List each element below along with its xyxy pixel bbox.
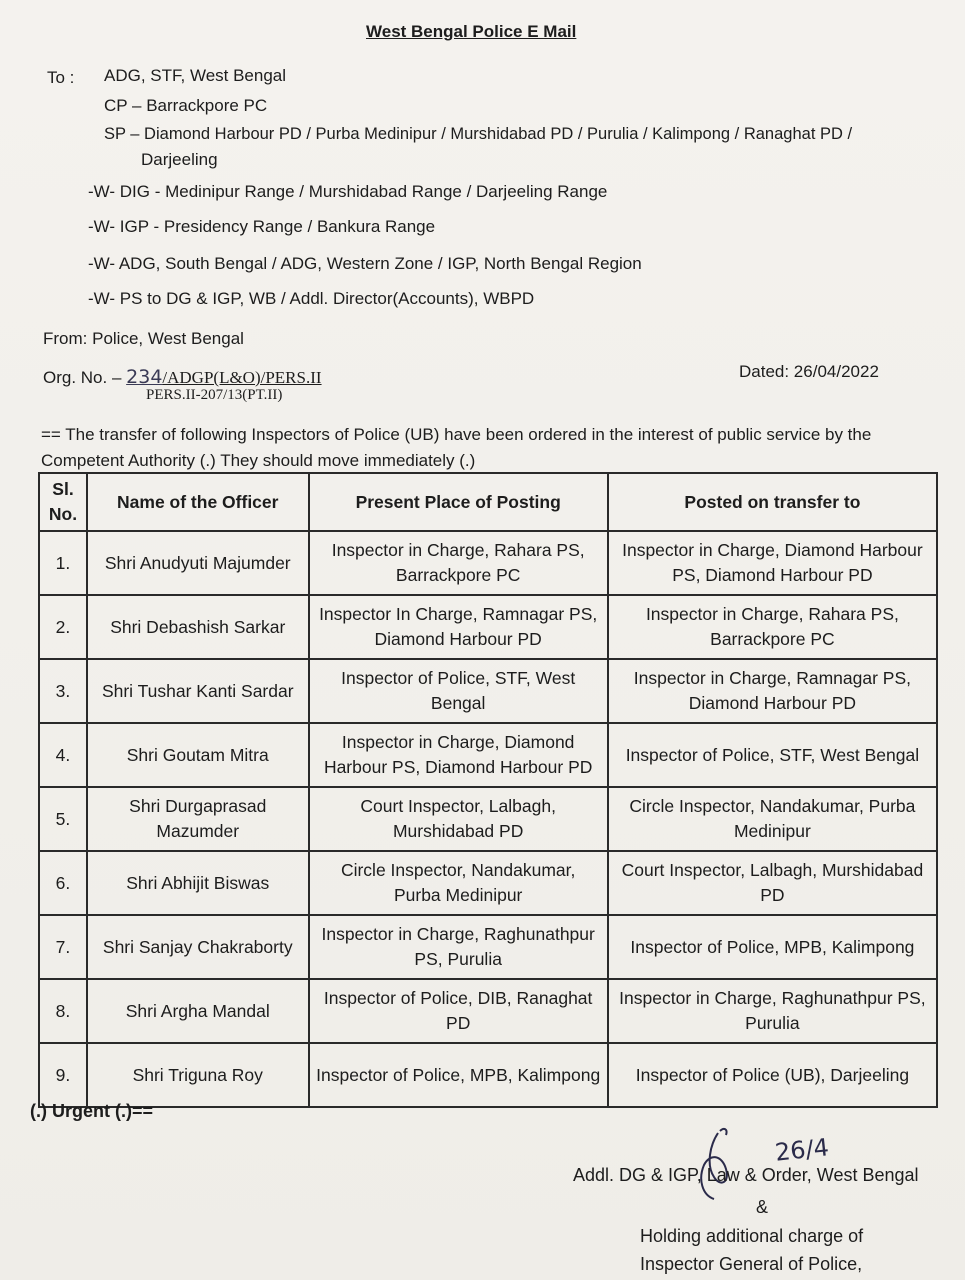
recipient-line: -W- DIG - Medinipur Range / Murshidabad Range / Darjeeling Range [88,182,608,201]
handwritten-date: 26/4 [773,1133,831,1167]
table-row [39,595,937,659]
transfer-posting: Inspector of Police, STF, West Bengal [608,723,937,787]
transfer-posting: Inspector of Police (UB), Darjeeling [608,1043,937,1107]
header-officer-name: Name of the Officer [87,473,309,531]
sl-no: 9. [39,1043,87,1107]
officer-name: Shri Debashish Sarkar [87,595,309,659]
officer-name: Shri Argha Mandal [87,979,309,1043]
signatory-holding-line-1: Holding additional charge of [640,1226,864,1246]
org-suffix: /ADGP(L&O)/PERS.II [162,368,322,387]
org-handwritten-number: 234 [126,366,163,388]
officer-name: Shri Tushar Kanti Sardar [87,659,309,723]
table-row [39,1043,937,1107]
transfer-posting: Inspector in Charge, Raghunathpur PS, Purulia [608,979,937,1043]
present-posting: Inspector of Police, MPB, Kalimpong [309,1043,608,1107]
dated: Dated: 26/04/2022 [739,362,879,381]
present-posting: Court Inspector, Lalbagh, Murshidabad PD [309,787,608,851]
transfer-posting: Inspector of Police, MPB, Kalimpong [608,915,937,979]
present-posting: Inspector in Charge, Diamond Harbour PS, Diamond Harbour PD [309,723,608,787]
intro-paragraph: == The transfer of following Inspectors of Police (UB) have been ordered in the interest of public service by the Competent Authority (.) They should move immediately (.) [41,425,872,470]
recipient-line: Darjeeling [141,150,218,169]
table-row [39,915,937,979]
table-header-row [39,473,937,531]
signatory-title: Addl. DG & IGP, Law & Order, West Bengal [573,1165,919,1185]
recipient-line: -W- IGP - Presidency Range / Bankura Range [88,217,436,236]
table-row [39,531,937,595]
officer-name: Shri Durgaprasad Mazumder [87,787,309,851]
table-row [39,787,937,851]
officer-name: Shri Goutam Mitra [87,723,309,787]
transfer-posting: Court Inspector, Lalbagh, Murshidabad PD [608,851,937,915]
to-label: To : [47,68,75,87]
transfer-posting: Inspector in Charge, Diamond Harbour PS, Diamond Harbour PD [608,531,937,595]
table-row [39,659,937,723]
sl-no: 8. [39,979,87,1043]
present-posting: Inspector in Charge, Rahara PS, Barrackpore PC [309,531,608,595]
table-row [39,851,937,915]
sl-no: 7. [39,915,87,979]
officer-name: Shri Triguna Roy [87,1043,309,1107]
present-posting: Inspector In Charge, Ramnagar PS, Diamond Harbour PD [309,595,608,659]
signatory-ampersand: & [756,1197,769,1217]
transfer-posting: Inspector in Charge, Rahara PS, Barrackpore PC [608,595,937,659]
header-present-posting: Present Place of Posting [309,473,608,531]
page-title: West Bengal Police E Mail [366,22,577,41]
sl-no: 1. [39,531,87,595]
table-row [39,979,937,1043]
recipient-line: SP – Diamond Harbour PD / Purba Medinipur / Murshidabad PD / Purulia / Kalimpong / Ranaghat PD / [104,125,853,143]
sl-no: 3. [39,659,87,723]
recipient-line: -W- PS to DG & IGP, WB / Addl. Director(Accounts), WBPD [88,289,535,308]
recipient-line: -W- ADG, South Bengal / ADG, Western Zone / IGP, North Bengal Region [88,254,642,273]
present-posting: Inspector in Charge, Raghunathpur PS, Purulia [309,915,608,979]
officer-name: Shri Abhijit Biswas [87,851,309,915]
officer-name: Shri Anudyuti Majumder [87,531,309,595]
header-transfer-to: Posted on transfer to [608,473,937,531]
org-prefix: Org. No. – [43,368,127,387]
org-number [43,366,322,388]
header-sl-no: Sl. No. [39,473,87,531]
present-posting: Inspector of Police, DIB, Ranaghat PD [309,979,608,1043]
transfer-posting: Circle Inspector, Nandakumar, Purba Medinipur [608,787,937,851]
officer-name: Shri Sanjay Chakraborty [87,915,309,979]
sl-no: 2. [39,595,87,659]
org-subnumber: PERS.II-207/13(PT.II) [146,387,283,403]
recipient-line: ADG, STF, West Bengal [104,66,287,85]
sl-no: 4. [39,723,87,787]
present-posting: Circle Inspector, Nandakumar, Purba Medinipur [309,851,608,915]
present-posting: Inspector of Police, STF, West Bengal [309,659,608,723]
recipient-line: CP – Barrackpore PC [104,96,268,115]
sl-no: 6. [39,851,87,915]
urgent-marker: (.) Urgent (.)== [30,1101,154,1121]
signatory-holding-line-2: Inspector General of Police, [640,1254,863,1274]
sl-no: 5. [39,787,87,851]
transfer-posting: Inspector in Charge, Ramnagar PS, Diamond Harbour PD [608,659,937,723]
from-line: From: Police, West Bengal [43,329,244,348]
transfer-table [38,472,938,1108]
table-row [39,723,937,787]
